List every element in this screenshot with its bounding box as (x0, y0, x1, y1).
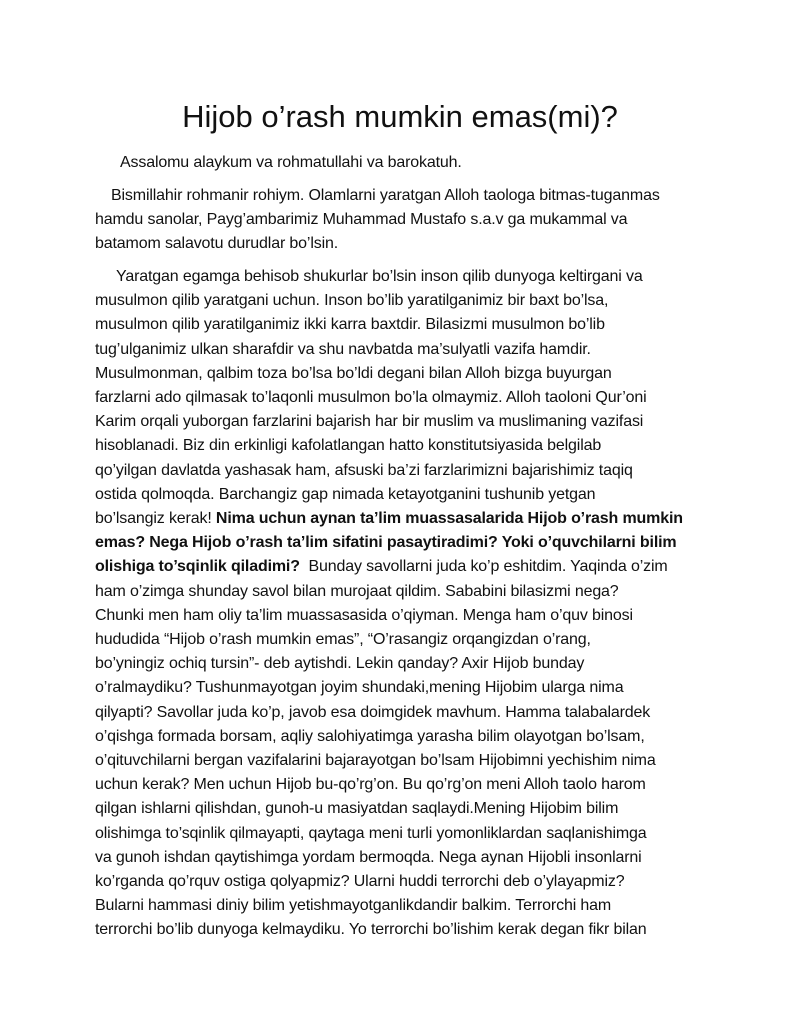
body-line: o’qishga formada borsam, aqliy salohiyatimga yarasha bilim olayotgan bo’lsam, (95, 727, 645, 745)
body-line: tug’ulganimiz ulkan sharafdir va shu navbatda ma’sulyatli vazifa hamdir. (95, 340, 591, 358)
body-line: va gunoh ishdan qaytishimga yordam bermoqda. Nega aynan Hijobli insonlarni (95, 848, 642, 866)
body-line: hisoblanadi. Biz din erkinligi kafolatlangan hatto konstitutsiyasida belgilab (95, 437, 602, 455)
document-title: Hijob o’rash mumkin emas(mi)? (182, 99, 618, 134)
body-line: Musulmonman, qalbim toza bo’lsa bo’ldi degani bilan Alloh bizga buyurgan (95, 364, 612, 382)
body-line: o’ralmaydiku? Tushunmayotgan joyim shundaki,mening Hijobim ularga nima (95, 679, 624, 697)
greeting-paragraph (95, 151, 707, 175)
mixed-line (95, 555, 707, 579)
body-text-run: bo’lsangiz kerak! (95, 510, 216, 528)
intro-line: hamdu sanolar, Payg’ambarimiz Muhammad Mustafo s.a.v ga mukammal va (95, 211, 628, 229)
body-line: qo’yilgan davlatda yashasak ham, afsuski ba’zi farzlarimizni bajarishimiz taqiq (95, 461, 633, 479)
bold-question-text: Nima uchun aynan ta’lim muassasalarida Hijob o’rash mumkin (215, 510, 683, 528)
bold-question-text: olishiga to’sqinlik qiladimi? (95, 558, 300, 576)
body-line: o’qituvchilarni bergan vazifalarini bajarayotgan bo’lsam Hijobimni yechishim nima (95, 752, 656, 770)
body-line: qilgan ishlarni qilishdan, gunoh-u masiyatdan saqlaydi.Mening Hijobim bilim (95, 800, 619, 818)
body-line: musulmon qilib yaratilganimiz ikki karra baxtdir. Bilasizmi musulmon bo’lib (95, 316, 605, 334)
body-line: farzlarni ado qilmasak to’laqonli musulmon bo’la olmaymiz. Alloh taoloni Qur’oni (95, 389, 647, 407)
body-line: Bularni hammasi diniy bilim yetishmayotganlikdandir balkim. Terrorchi ham (95, 897, 612, 915)
body-line: Karim orqali yuborgan farzlarini bajarish har bir muslim va muslimaning vazifasi (95, 413, 644, 431)
body-line: ostida qolmoqda. Barchangiz gap nimada ketayotganini tushunib yetgan (95, 485, 596, 503)
body-line: musulmon qilib yaratgani uchun. Inson bo’lib yaratilganimiz bir baxt bo’lsa, (95, 292, 609, 310)
body-line: Yaratgan egamga behisob shukurlar bo’lsin inson qilib dunyoga keltirgani va (116, 268, 643, 285)
intro-line: Bismillahir rohmanir rohiym. Olamlarni yaratgan Alloh taologa bitmas-tuganmas (111, 187, 660, 204)
body-line: uchun kerak? Men uchun Hijob bu-qo’rg’on. Bu qo’rg’on meni Alloh taolo harom (95, 776, 646, 794)
body-line: bo’yningiz ochiq tursin”- deb aytishdi. Lekin qanday? Axir Hijob bunday (95, 655, 585, 673)
body-line: hududida “Hijob o’rash mumkin emas”, “O’rasangiz orqangizdan o’rang, (95, 631, 591, 649)
body-line: olishimga to’sqinlik qilmayapti, qaytaga meni turli yomonliklardan saqlanishimga (95, 824, 647, 842)
body-line: qilyapti? Savollar juda ko’p, javob esa doimgidek mavhum. Hamma talabalardek (95, 703, 651, 721)
mixed-line (95, 507, 707, 531)
main-paragraph (95, 265, 707, 943)
body-text-run: Bunday savollarni juda ko’p eshitdim. Yaqinda o’zim (299, 558, 668, 576)
intro-line: batamom salavotu durudlar bo’lsin. (95, 235, 339, 253)
bold-line (95, 531, 707, 555)
bold-question-text: emas? Nega Hijob o’rash ta’lim sifatini pasaytiradimi? Yoki o’quvchilarni bilim (95, 534, 677, 552)
intro-paragraph (95, 184, 707, 257)
greeting-line: Assalomu alaykum va rohmatullahi va barokatuh. (120, 154, 462, 171)
body-line: Chunki men ham oliy ta’lim muassasasida o’qiyman. Menga ham o’quv binosi (95, 606, 633, 624)
body-line: ko’rganda qo’rquv ostiga qolyapmiz? Ularni huddi terrorchi deb o’ylayapmiz? (95, 873, 625, 891)
body-line: ham o’zimga shunday savol bilan murojaat qildim. Sababini bilasizmi nega? (95, 582, 619, 600)
body-line: terrorchi bo’lib dunyoga kelmaydiku. Yo terrorchi bo’lishim kerak degan fikr bilan (95, 921, 647, 939)
